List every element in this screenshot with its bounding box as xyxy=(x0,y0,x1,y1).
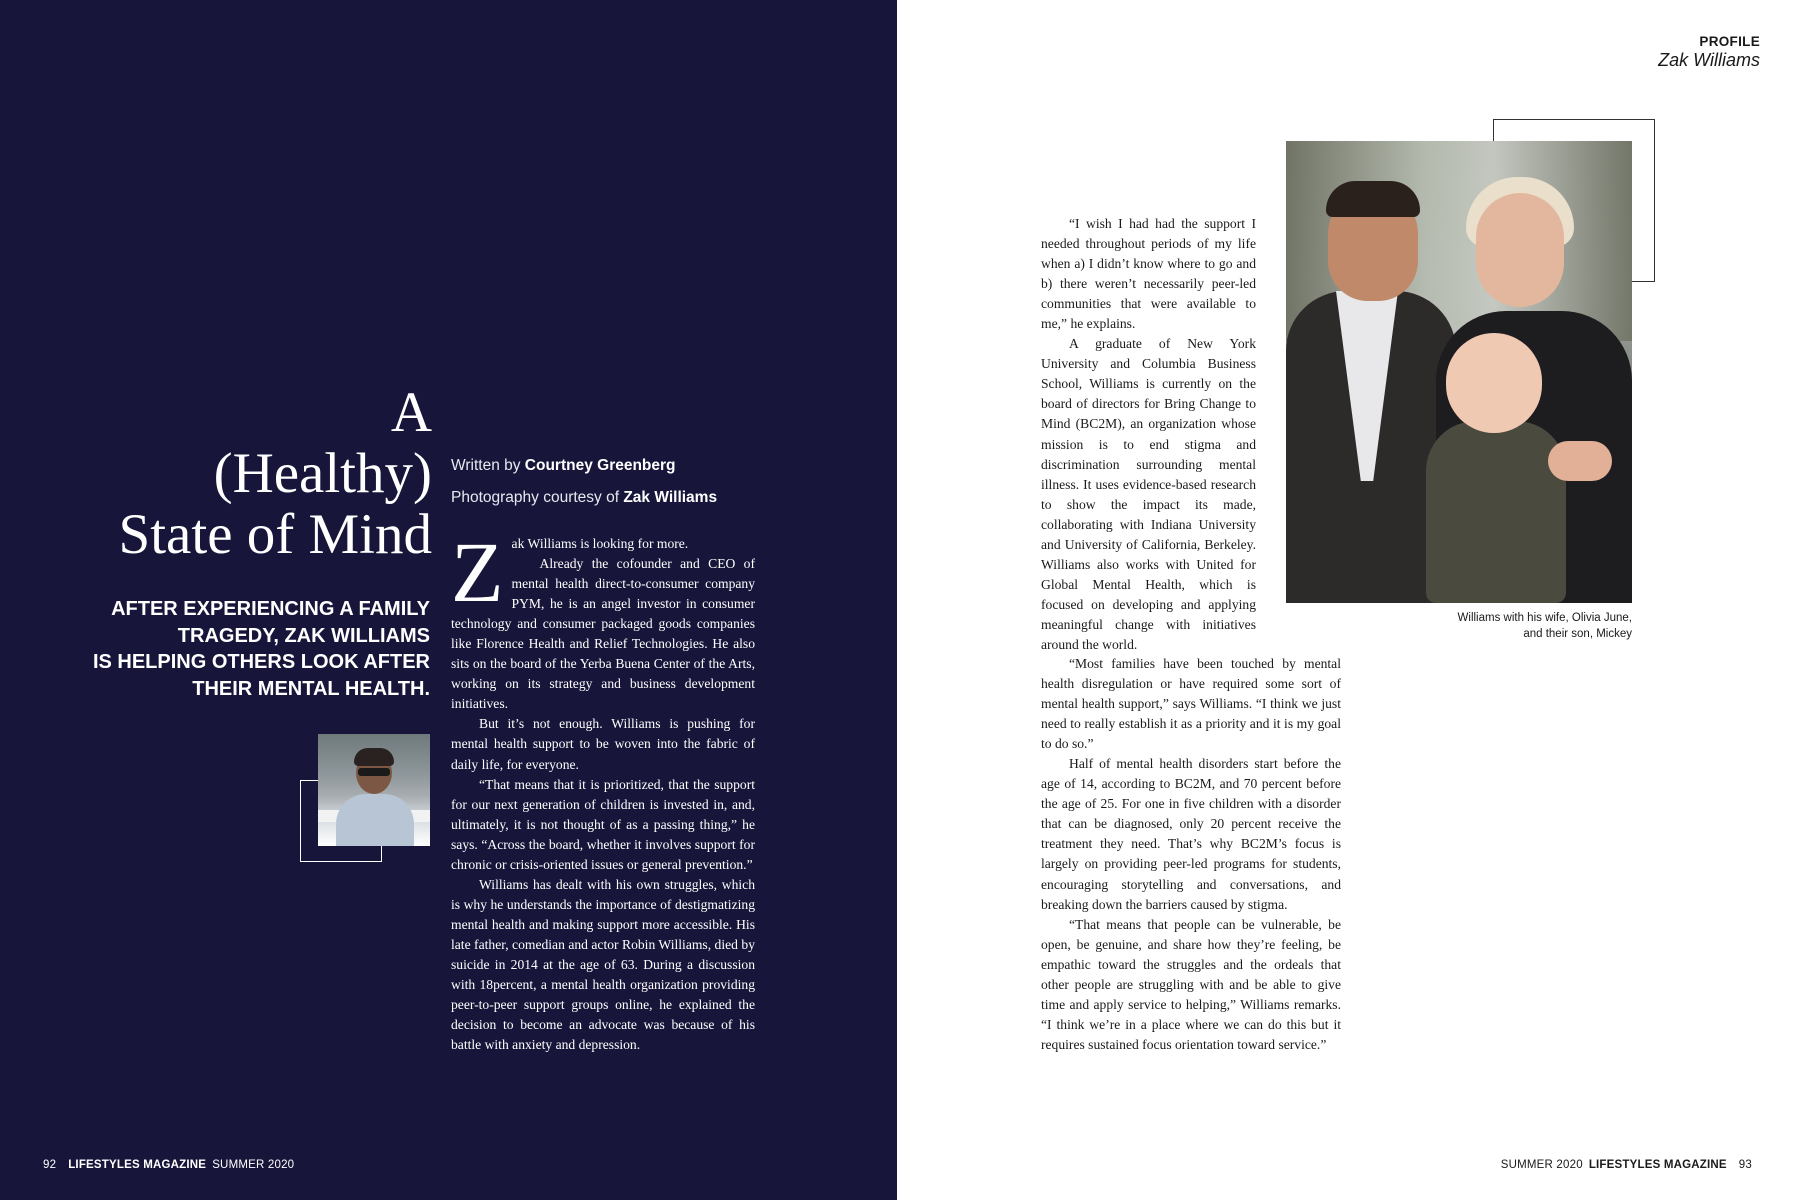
portrait-thumbnail xyxy=(318,734,430,846)
article-title xyxy=(12,382,432,565)
author-credit xyxy=(451,450,717,482)
section-subject: Zak Williams xyxy=(1658,50,1760,70)
article-subhead xyxy=(30,596,430,702)
body-paragraph: “I wish I had had the support I needed throughout periods of my life when a) I didn’t know where to go and b) there weren’t necessarily peer-led communities that were available to me,” he explains. xyxy=(1041,216,1256,332)
body-paragraph: “That means that people can be vulnerable, be open, be genuine, and share how they’re feeling, be empathic toward the struggles and the ordeals that other people are struggling with and be able to give time and apply service to helping,” Williams remarks. “I think we’re in a place where we can do this but it requires sustained focus orientation toward service.” xyxy=(1041,916,1341,1052)
photo-prefix: Photography courtesy of xyxy=(451,489,624,506)
title-line: State of Mind xyxy=(118,503,432,566)
page-number: 92 xyxy=(43,1159,57,1171)
section-label: PROFILE xyxy=(1699,34,1760,49)
subhead-line: AFTER EXPERIENCING A FAMILY xyxy=(111,598,430,620)
body-paragraph: ak Williams is looking for more. xyxy=(511,536,689,551)
issue-label: SUMMER 2020 xyxy=(1500,1159,1583,1171)
author-name: Courtney Greenberg xyxy=(524,457,676,474)
title-line: A xyxy=(390,381,432,444)
author-prefix: Written by xyxy=(451,457,525,474)
body-column-left xyxy=(451,524,755,1055)
body-paragraph: “Most families have been touched by mental health disregulation or have required some sort of mental health support,” says Williams. “I think we just need to really establish it as a priority and it is my goal to do so.” xyxy=(1041,656,1341,752)
body-paragraph: A graduate of New York University and Columbia Business School, Williams is currently on the board of directors for Bring Change to Mind (BC2M), an organization whose mission is to end stigma and discrimination surrounding mental illness. It uses evidence-based research to show the impact its made, collaborating with Indiana University and University of California, Berkeley. Williams also works with United for Global Mental Health, which is focused on developing and applying meaningful change with initiatives around the world. xyxy=(1041,336,1256,652)
body-paragraph: Already the cofounder and CEO of mental health direct-to-consumer company PYM, he is an angel investor in consumer technology and consumer packaged goods companies like Florence Health and Relief Technologies. He also sits on the board of the Yerba Buena Center of the Arts, working on its strategy and business development initiatives. xyxy=(451,556,755,712)
subhead-line: TRAGEDY, ZAK WILLIAMS xyxy=(177,624,430,647)
drop-cap: Z xyxy=(451,524,504,620)
folio-right xyxy=(1501,1159,1752,1171)
subhead-line: THEIR MENTAL HEALTH. xyxy=(192,677,430,700)
magazine-name: LIFESTYLES MAGAZINE xyxy=(68,1159,207,1171)
body-paragraph: Williams has dealt with his own struggles, which is why he understands the importance of destigmatizing mental health and making support more accessible. His late father, comedian and actor Robin Williams, died by suicide in 2014 at the age of 63. During a discussion with 18percent, a mental health organization providing peer-to-peer support groups online, he explained the decision to become an advocate was because of his battle with anxiety and depression. xyxy=(451,876,755,1053)
photo-credit xyxy=(451,482,717,514)
caption-line: Williams with his wife, Olivia June, xyxy=(1457,612,1632,624)
body-column-right-top xyxy=(1041,214,1256,655)
body-column-right-bottom xyxy=(1041,654,1341,1055)
subhead-line: IS HELPING OTHERS LOOK AFTER xyxy=(92,651,430,673)
family-photo xyxy=(1286,141,1632,603)
section-header xyxy=(1658,34,1760,71)
magazine-name: LIFESTYLES MAGAZINE xyxy=(1588,1159,1727,1171)
photo-caption xyxy=(1377,610,1632,642)
folio-left xyxy=(43,1159,294,1171)
body-paragraph: But it’s not enough. Williams is pushing for mental health support to be woven into the fabric of daily life, for everyone. xyxy=(451,716,755,772)
issue-label: SUMMER 2020 xyxy=(212,1159,295,1171)
page-number: 93 xyxy=(1738,1159,1752,1171)
right-page xyxy=(897,0,1795,1200)
left-page xyxy=(0,0,897,1200)
byline xyxy=(451,450,717,514)
caption-line: and their son, Mickey xyxy=(1523,628,1632,640)
body-paragraph: Half of mental health disorders start before the age of 14, according to BC2M, and 70 percent before the age of 25. For one in five children with a disorder that can be diagnosed, only 20 percent receive the treatment they need. That’s why BC2M’s focus is largely on providing peer-led programs for students, encouraging storytelling and conversations, and breaking down the barriers caused by stigma. xyxy=(1041,756,1341,912)
photographer-name: Zak Williams xyxy=(623,489,718,506)
title-line: (Healthy) xyxy=(213,442,432,505)
body-paragraph: “That means that it is prioritized, that the support for our next generation of children is invested in, and, ultimately, it is not thought of as a passing thing,” he says. “Across the board, whether it involves support for chronic or crisis-oriented issues or general prevention.” xyxy=(451,776,755,872)
